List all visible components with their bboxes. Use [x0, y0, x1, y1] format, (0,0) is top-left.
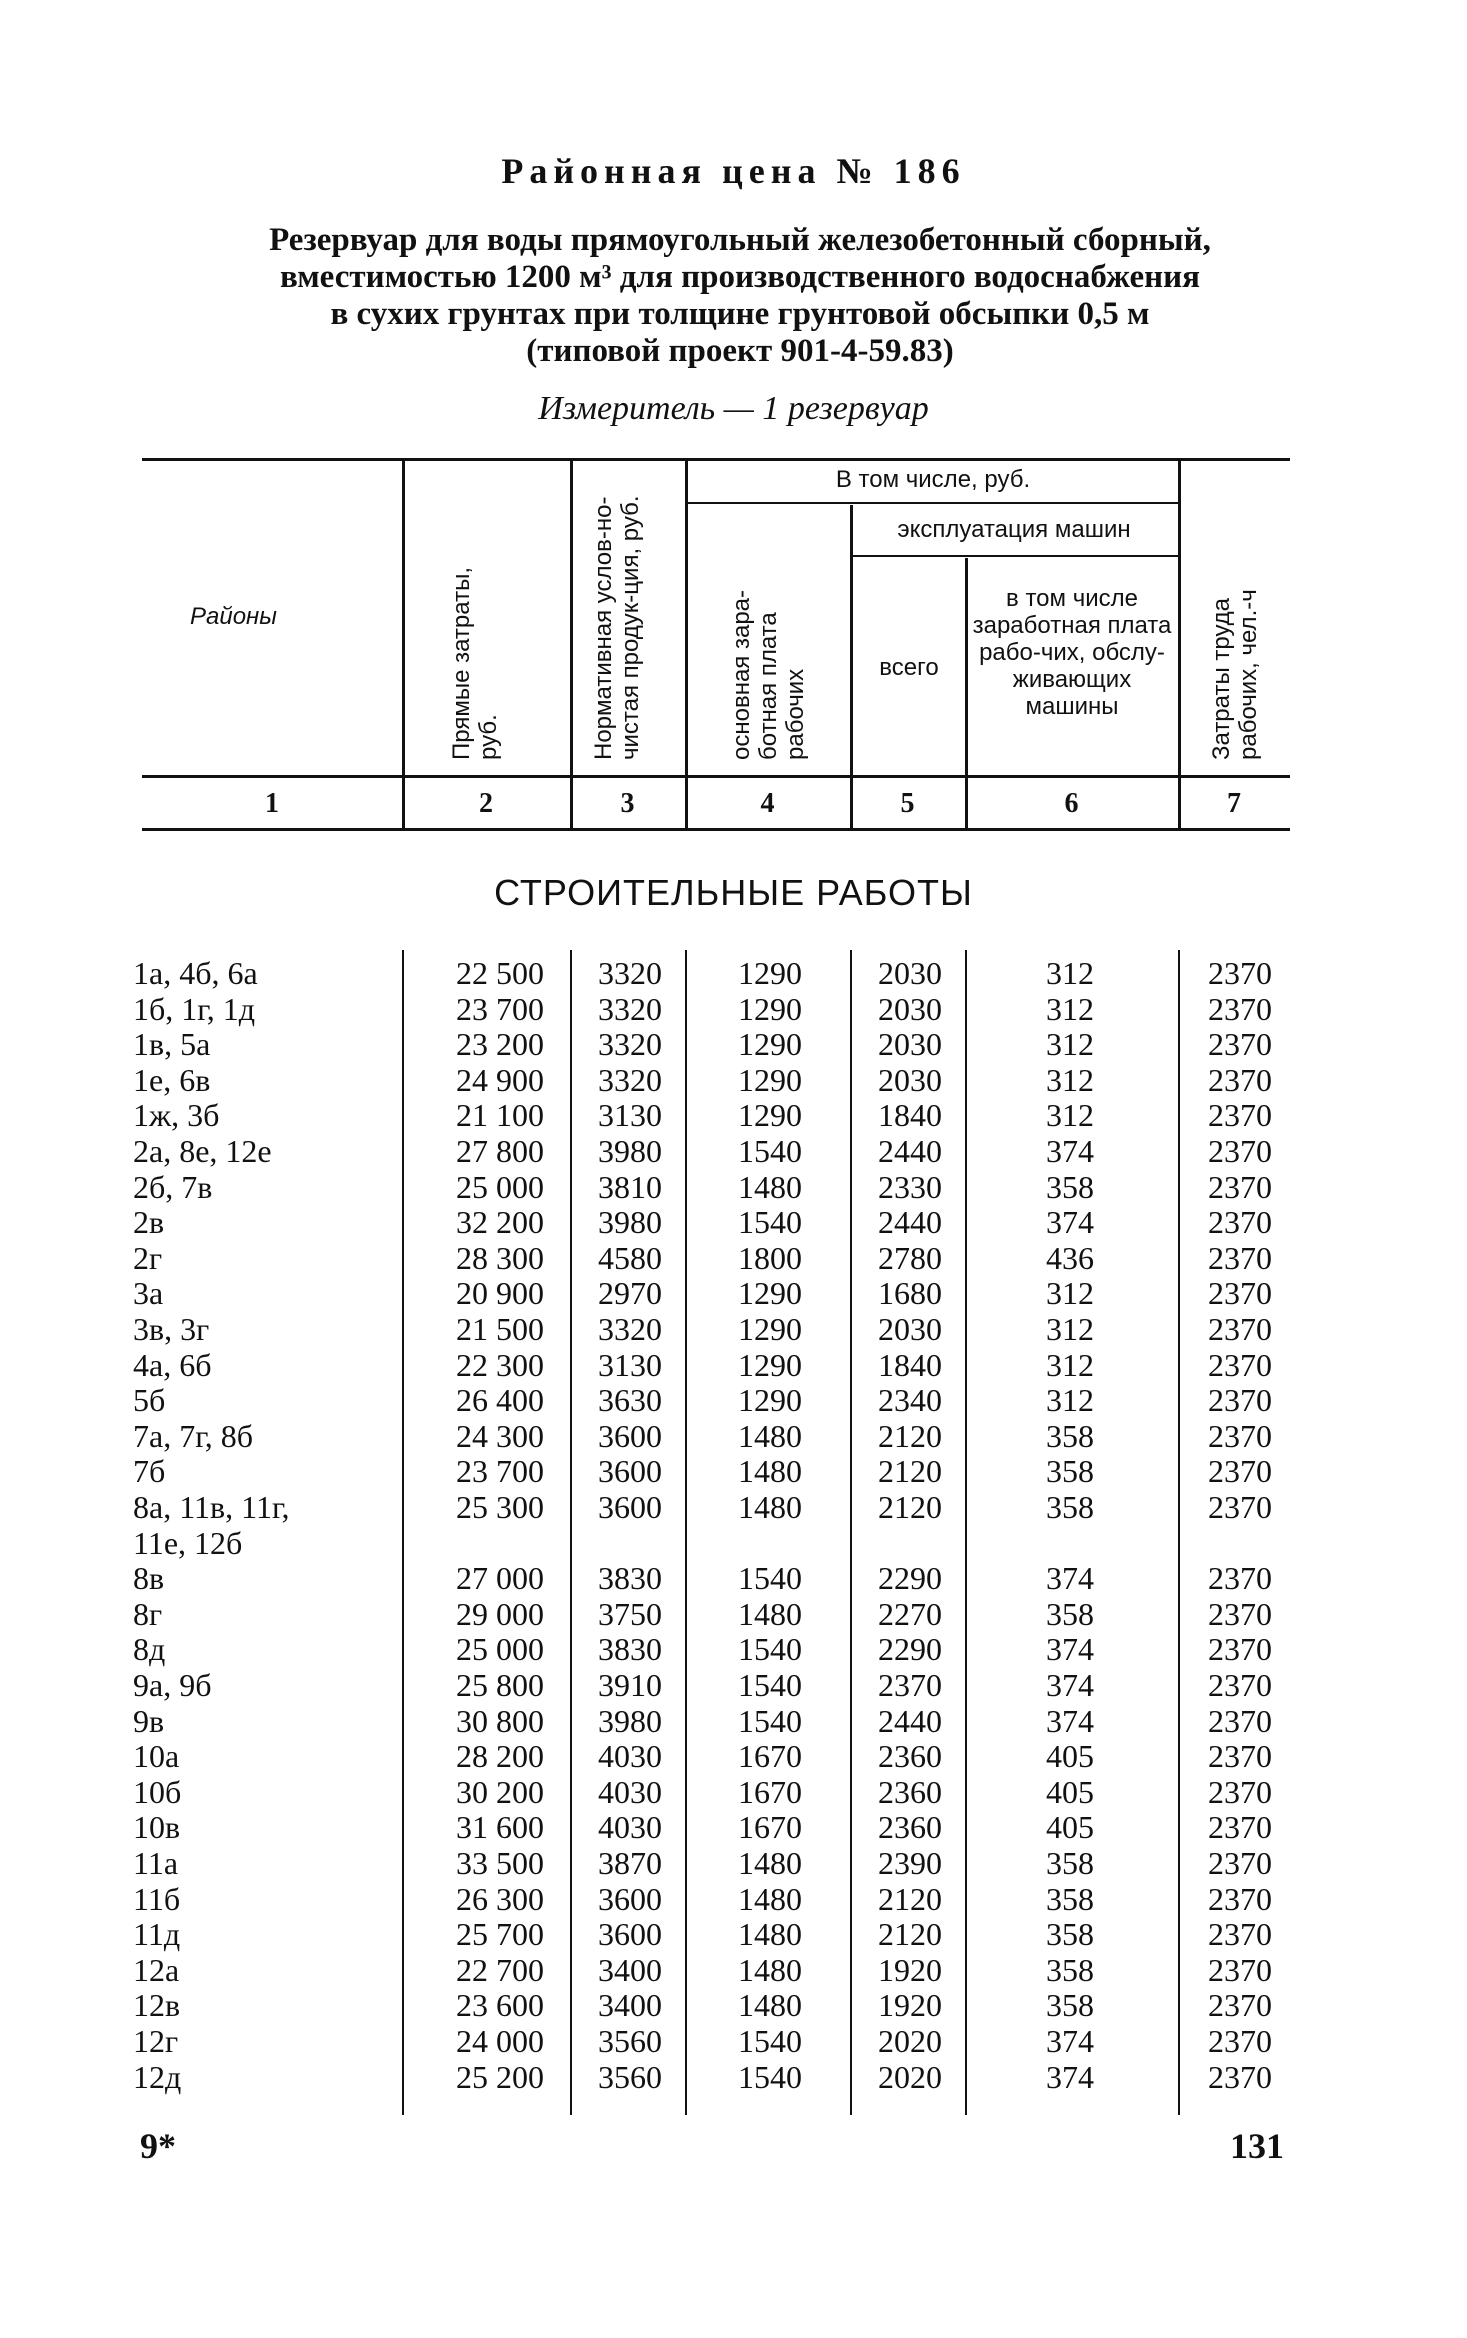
value-cell: 358: [1046, 1880, 1094, 1917]
value-cell: 2020: [878, 2023, 942, 2059]
district-cell: 9а, 9б: [133, 1667, 212, 1703]
district-cell: 12в: [133, 1987, 181, 2024]
value-cell: 25 200: [456, 2058, 544, 2095]
table-row: [0, 1560, 1467, 1596]
table-row: [0, 1845, 1467, 1881]
district-cell: 8г: [133, 1595, 163, 1632]
value-cell: 2370: [1208, 990, 1272, 1027]
value-cell: 1540: [738, 1702, 802, 1739]
value-cell: 374: [1046, 1204, 1094, 1241]
district-cell: 8д: [133, 1631, 166, 1668]
page-number: 131: [1230, 2126, 1284, 2166]
col-divider: [1178, 458, 1181, 828]
value-cell: 312: [1046, 990, 1094, 1027]
value-cell: 2970: [598, 1275, 662, 1312]
value-cell: 358: [1046, 1595, 1094, 1632]
value-cell: 22 700: [456, 1951, 544, 1988]
value-cell: 1480: [738, 1417, 802, 1454]
value-cell: 2370: [1208, 2023, 1272, 2059]
value-cell: 2370: [1208, 1489, 1272, 1525]
value-cell: 2120: [878, 1916, 942, 1953]
table-row: [0, 1240, 1467, 1276]
value-cell: 358: [1046, 1987, 1094, 2024]
value-cell: 3750: [598, 1595, 662, 1632]
district-cell: 4а, 6б: [133, 1346, 212, 1383]
value-cell: 1480: [738, 1845, 802, 1881]
value-cell: 2370: [1208, 1560, 1272, 1597]
value-cell: 25 000: [456, 1631, 544, 1668]
value-cell: 27 000: [456, 1560, 544, 1597]
table-row: [0, 1062, 1467, 1098]
table-row: [0, 1667, 1467, 1703]
table-row: [0, 1881, 1467, 1917]
header-labor: Затраты труда рабочих, чел.-ч: [1208, 589, 1262, 760]
value-cell: 1540: [738, 1204, 802, 1241]
value-cell: 2120: [878, 1453, 942, 1490]
value-cell: 3320: [598, 990, 662, 1027]
table-row: [0, 1418, 1467, 1454]
value-cell: 2360: [878, 1773, 942, 1810]
district-cell: 11д: [133, 1916, 181, 1953]
value-cell: 2780: [878, 1239, 942, 1276]
value-cell: 358: [1046, 1845, 1094, 1881]
value-cell: 358: [1046, 1951, 1094, 1988]
col-divider: [570, 458, 573, 828]
value-cell: 2360: [878, 1809, 942, 1846]
column-number: 1: [265, 788, 279, 819]
value-cell: 1920: [878, 1951, 942, 1988]
value-cell: 1670: [738, 1738, 802, 1775]
district-cell: 2а, 8е, 12е: [133, 1133, 272, 1169]
value-cell: 23 200: [456, 1026, 544, 1063]
value-cell: 2370: [1208, 1667, 1272, 1703]
value-cell: 374: [1046, 1133, 1094, 1169]
value-cell: 2360: [878, 1738, 942, 1775]
value-cell: 1290: [738, 1097, 802, 1134]
page-title: Районная цена № 186: [501, 151, 966, 191]
value-cell: 3560: [598, 2058, 662, 2095]
table-row: [0, 1169, 1467, 1205]
value-cell: 2370: [1208, 1061, 1272, 1098]
value-cell: 3870: [598, 1845, 662, 1881]
district-cell: 5б: [133, 1382, 166, 1419]
value-cell: 1540: [738, 2058, 802, 2095]
value-cell: 1920: [878, 1987, 942, 2024]
district-cell: 9в: [133, 1702, 165, 1739]
value-cell: 20 900: [456, 1275, 544, 1312]
value-cell: 2030: [878, 1026, 942, 1063]
subtitle-line: вместимостью 1200 м³ для производственного водоснабжения: [279, 259, 1201, 295]
value-cell: 2370: [1208, 1346, 1272, 1383]
value-cell: 2370: [1208, 1382, 1272, 1419]
value-cell: 1480: [738, 1453, 802, 1490]
district-cell: 8в: [133, 1560, 165, 1597]
value-cell: 3130: [598, 1097, 662, 1134]
value-cell: 1840: [878, 1346, 942, 1383]
table-row: [0, 1026, 1467, 1062]
district-cell: 10в: [133, 1809, 181, 1846]
value-cell: 23 600: [456, 1987, 544, 2024]
column-number: 4: [760, 788, 775, 819]
value-cell: 374: [1046, 1631, 1094, 1668]
colnum-bottom-rule: [142, 828, 1290, 831]
value-cell: 436: [1046, 1239, 1094, 1276]
value-cell: 3980: [598, 1204, 662, 1241]
value-cell: 3910: [598, 1667, 662, 1703]
subtitle-line: в сухих грунтах при толщине грунтовой обсыпки 0,5 м: [330, 296, 1150, 332]
value-cell: 2370: [1208, 1631, 1272, 1668]
value-cell: 1480: [738, 1489, 802, 1525]
value-cell: 2370: [1208, 1951, 1272, 1988]
table-row: [0, 1097, 1467, 1133]
value-cell: 2370: [1208, 1239, 1272, 1276]
value-cell: 2370: [1208, 1916, 1272, 1953]
value-cell: 2370: [1208, 1168, 1272, 1205]
value-cell: 25 700: [456, 1916, 544, 1953]
district-cell: 1б, 1г, 1д: [133, 990, 256, 1027]
value-cell: 2390: [878, 1845, 942, 1881]
including-rule: [688, 502, 1178, 504]
value-cell: 24 000: [456, 2023, 544, 2059]
page-signature-mark: 9*: [140, 2126, 176, 2166]
district-cell: 7а, 7г, 8б: [133, 1417, 253, 1454]
value-cell: 2120: [878, 1880, 942, 1917]
district-cell: 3в, 3г: [133, 1311, 210, 1347]
column-number: 5: [900, 788, 915, 819]
district-cell: 7б: [133, 1453, 166, 1490]
value-cell: 2370: [1208, 1275, 1272, 1312]
value-cell: 1290: [738, 955, 802, 991]
value-cell: 374: [1046, 2023, 1094, 2059]
subtitle-line: (типовой проект 901-4-59.83): [526, 333, 954, 369]
document-subtitle: [150, 222, 1330, 370]
value-cell: 2370: [1208, 1880, 1272, 1917]
district-cell: 2в: [133, 1204, 165, 1241]
value-cell: 2290: [878, 1560, 942, 1597]
value-cell: 32 200: [456, 1204, 544, 1241]
value-cell: 374: [1046, 1560, 1094, 1597]
value-cell: 312: [1046, 955, 1094, 991]
value-cell: 1540: [738, 1133, 802, 1169]
value-cell: 2440: [878, 1133, 942, 1169]
table-row: [0, 1631, 1467, 1667]
value-cell: 1290: [738, 1346, 802, 1383]
table-row: [0, 1453, 1467, 1489]
value-cell: 2030: [878, 1061, 942, 1098]
value-cell: 405: [1046, 1809, 1094, 1846]
value-cell: 28 200: [456, 1738, 544, 1775]
header-normative: Нормативная услов-но-чистая продук-ция, руб.: [590, 495, 644, 760]
value-cell: 1290: [738, 1382, 802, 1419]
value-cell: 2370: [878, 1667, 942, 1703]
district-cell: 1ж, 3б: [133, 1097, 220, 1134]
header-direct-costs: Прямые затраты, руб.: [448, 567, 502, 760]
value-cell: 3830: [598, 1631, 662, 1668]
value-cell: 4030: [598, 1809, 662, 1846]
table-row: [0, 1489, 1467, 1525]
value-cell: 3130: [598, 1346, 662, 1383]
table-row: [0, 2059, 1467, 2095]
value-cell: 312: [1046, 1382, 1094, 1419]
value-cell: 25 000: [456, 1168, 544, 1205]
district-cell: 10б: [133, 1773, 182, 1810]
machine-rule: [850, 555, 1178, 557]
value-cell: 2370: [1208, 1702, 1272, 1739]
value-cell: 2370: [1208, 1204, 1272, 1241]
value-cell: 1680: [878, 1275, 942, 1312]
value-cell: 1290: [738, 1061, 802, 1098]
column-number: 3: [620, 788, 635, 819]
value-cell: 312: [1046, 1311, 1094, 1347]
value-cell: 3600: [598, 1916, 662, 1953]
table-row: [0, 1952, 1467, 1988]
table-row: [0, 1738, 1467, 1774]
value-cell: 2370: [1208, 1773, 1272, 1810]
value-cell: 3600: [598, 1417, 662, 1454]
district-cell: 3а: [133, 1275, 164, 1312]
value-cell: 2370: [1208, 1845, 1272, 1881]
value-cell: 1290: [738, 1311, 802, 1347]
header-districts: Районы: [190, 603, 277, 630]
value-cell: 24 300: [456, 1417, 544, 1454]
value-cell: 1480: [738, 1168, 802, 1205]
table-row: [0, 1133, 1467, 1169]
district-cell: 2б, 7в: [133, 1168, 213, 1205]
value-cell: 26 400: [456, 1382, 544, 1419]
value-cell: 358: [1046, 1489, 1094, 1525]
column-number: 7: [1227, 788, 1241, 819]
value-cell: 1480: [738, 1880, 802, 1917]
value-cell: 1290: [738, 1026, 802, 1063]
value-cell: 3630: [598, 1382, 662, 1419]
value-cell: 405: [1046, 1773, 1094, 1810]
value-cell: 2370: [1208, 1417, 1272, 1454]
district-cell: 11а: [133, 1845, 179, 1881]
value-cell: 2370: [1208, 955, 1272, 991]
subtitle-line: Резервуар для воды прямоугольный железобетонный сборный,: [269, 222, 1211, 258]
value-cell: 1670: [738, 1773, 802, 1810]
district-cell: 10а: [133, 1738, 180, 1775]
value-cell: 1800: [738, 1239, 802, 1276]
district-cell: 11е, 12б: [133, 1524, 243, 1561]
table-row: [0, 1311, 1467, 1347]
value-cell: 1840: [878, 1097, 942, 1134]
value-cell: 3320: [598, 1311, 662, 1347]
table-row: [0, 1987, 1467, 2023]
value-cell: 374: [1046, 1702, 1094, 1739]
table-row: [0, 1703, 1467, 1739]
value-cell: 358: [1046, 1168, 1094, 1205]
value-cell: 312: [1046, 1026, 1094, 1063]
table-row: [0, 1204, 1467, 1240]
value-cell: 3400: [598, 1951, 662, 1988]
value-cell: 1480: [738, 1595, 802, 1632]
value-cell: 4580: [598, 1239, 662, 1276]
value-cell: 2290: [878, 1631, 942, 1668]
value-cell: 2440: [878, 1204, 942, 1241]
value-cell: 312: [1046, 1097, 1094, 1134]
value-cell: 25 800: [456, 1667, 544, 1703]
value-cell: 2370: [1208, 1987, 1272, 2024]
value-cell: 21 100: [456, 1097, 544, 1134]
table-row: [0, 1347, 1467, 1383]
value-cell: 312: [1046, 1346, 1094, 1383]
value-cell: 2330: [878, 1168, 942, 1205]
district-cell: 12а: [133, 1951, 180, 1988]
value-cell: 23 700: [456, 1453, 544, 1490]
table-row: [0, 1525, 1467, 1561]
value-cell: 3400: [598, 1987, 662, 2024]
header-machine-ops: эксплуатация машин: [897, 516, 1131, 543]
district-cell: 1в, 5а: [133, 1026, 211, 1063]
value-cell: 24 900: [456, 1061, 544, 1098]
value-cell: 2120: [878, 1417, 942, 1454]
value-cell: 28 300: [456, 1239, 544, 1276]
table-row: [0, 1596, 1467, 1632]
value-cell: 2370: [1208, 1026, 1272, 1063]
value-cell: 2030: [878, 990, 942, 1027]
value-cell: 358: [1046, 1417, 1094, 1454]
value-cell: 1540: [738, 1631, 802, 1668]
value-cell: 21 500: [456, 1311, 544, 1347]
table-row: [0, 2023, 1467, 2059]
value-cell: 1540: [738, 1667, 802, 1703]
value-cell: 374: [1046, 1667, 1094, 1703]
value-cell: 2370: [1208, 2058, 1272, 2095]
value-cell: 2440: [878, 1702, 942, 1739]
column-number: 2: [479, 788, 493, 819]
value-cell: 1670: [738, 1809, 802, 1846]
header-base-wage: основная зара-ботная плата рабочих: [728, 589, 809, 760]
col-divider: [685, 458, 688, 828]
value-cell: 1540: [738, 2023, 802, 2059]
value-cell: 2370: [1208, 1738, 1272, 1775]
value-cell: 4030: [598, 1738, 662, 1775]
value-cell: 1480: [738, 1951, 802, 1988]
header-including: В том числе, руб.: [835, 466, 1031, 493]
value-cell: 29 000: [456, 1595, 544, 1632]
header-incl-wage: в том числе заработная плата рабо-чих, обслу-живающих машины: [972, 585, 1172, 720]
district-cell: 8а, 11в, 11г,: [133, 1489, 290, 1525]
value-cell: 2030: [878, 955, 942, 991]
value-cell: 3600: [598, 1453, 662, 1490]
value-cell: 3320: [598, 1026, 662, 1063]
value-cell: 3560: [598, 2023, 662, 2059]
value-cell: 1540: [738, 1560, 802, 1597]
value-cell: 2370: [1208, 1133, 1272, 1169]
value-cell: 3830: [598, 1560, 662, 1597]
table-row: [0, 1774, 1467, 1810]
col-divider: [402, 458, 405, 828]
table-row: [0, 1382, 1467, 1418]
table-row: [0, 1916, 1467, 1952]
section-heading: СТРОИТЕЛЬНЫЕ РАБОТЫ: [494, 872, 973, 913]
header-total: всего: [879, 654, 939, 681]
value-cell: 23 700: [456, 990, 544, 1027]
table-row: [0, 991, 1467, 1027]
value-cell: 2370: [1208, 1595, 1272, 1632]
district-cell: 12д: [133, 2058, 182, 2095]
district-cell: 12г: [133, 2023, 179, 2059]
value-cell: 3600: [598, 1489, 662, 1525]
value-cell: 25 300: [456, 1489, 544, 1525]
table-row: [0, 955, 1467, 991]
value-cell: 2340: [878, 1382, 942, 1419]
column-number: 6: [1064, 788, 1079, 819]
table-row: [0, 1809, 1467, 1845]
value-cell: 4030: [598, 1773, 662, 1810]
value-cell: 1480: [738, 1916, 802, 1953]
value-cell: 33 500: [456, 1845, 544, 1881]
district-cell: 2г: [133, 1239, 163, 1276]
value-cell: 26 300: [456, 1880, 544, 1917]
value-cell: 3980: [598, 1133, 662, 1169]
value-cell: 3320: [598, 1061, 662, 1098]
measure-unit: Измеритель — 1 резервуар: [538, 390, 929, 427]
value-cell: 312: [1046, 1275, 1094, 1312]
value-cell: 374: [1046, 2058, 1094, 2095]
header-bottom-rule: [142, 775, 1290, 778]
value-cell: 2270: [878, 1595, 942, 1632]
value-cell: 3810: [598, 1168, 662, 1205]
value-cell: 358: [1046, 1453, 1094, 1490]
value-cell: 2370: [1208, 1311, 1272, 1347]
value-cell: 2370: [1208, 1453, 1272, 1490]
district-cell: 11б: [133, 1880, 181, 1917]
value-cell: 22 500: [456, 955, 544, 991]
value-cell: 312: [1046, 1061, 1094, 1098]
value-cell: 3600: [598, 1880, 662, 1917]
value-cell: 27 800: [456, 1133, 544, 1169]
value-cell: 405: [1046, 1738, 1094, 1775]
value-cell: 3320: [598, 955, 662, 991]
table-row: [0, 1275, 1467, 1311]
value-cell: 3980: [598, 1702, 662, 1739]
value-cell: 30 200: [456, 1773, 544, 1810]
header-top-rule: [142, 458, 1290, 461]
value-cell: 358: [1046, 1916, 1094, 1953]
value-cell: 1290: [738, 990, 802, 1027]
district-cell: 1а, 4б, 6а: [133, 955, 258, 991]
value-cell: 1290: [738, 1275, 802, 1312]
value-cell: 2370: [1208, 1809, 1272, 1846]
value-cell: 2370: [1208, 1097, 1272, 1134]
value-cell: 1480: [738, 1987, 802, 2024]
value-cell: 30 800: [456, 1702, 544, 1739]
value-cell: 2020: [878, 2058, 942, 2095]
district-cell: 1е, 6в: [133, 1061, 211, 1098]
value-cell: 22 300: [456, 1346, 544, 1383]
value-cell: 2030: [878, 1311, 942, 1347]
value-cell: 31 600: [456, 1809, 544, 1846]
value-cell: 2120: [878, 1489, 942, 1525]
